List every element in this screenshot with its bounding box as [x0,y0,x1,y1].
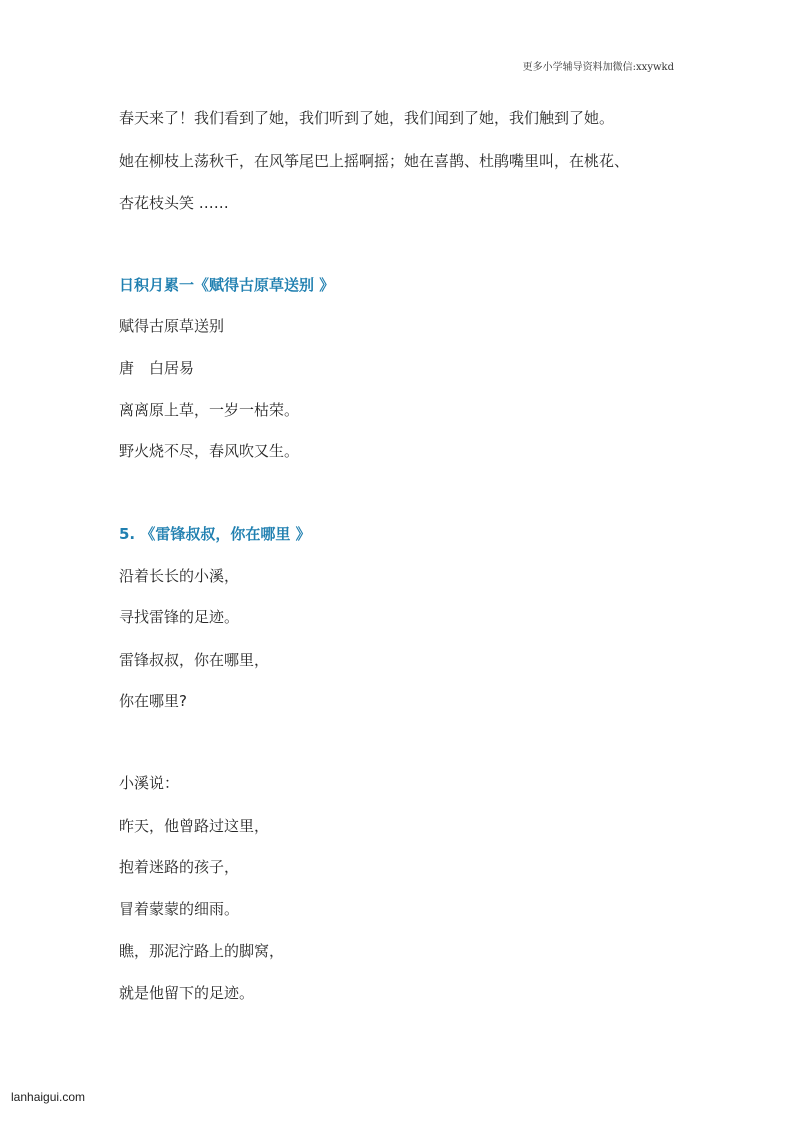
section-heading-lesson5: 5. 《雷锋叔叔，你在哪里 》 [119,525,311,543]
verse-line: 寻找雷锋的足迹。 [119,608,240,626]
verse-line: 抱着迷路的孩子， [119,858,240,876]
verse-line: 冒着蒙蒙的细雨。 [119,900,240,918]
section-heading-poem: 日积月累一《赋得古原草送别 》 [119,276,335,294]
verse-line: 昨天，他曾路过这里， [119,817,270,835]
paragraph-line: 她在柳枝上荡秋千，在风筝尾巴上摇啊摇；她在喜鹊、杜鹃嘴里叫，在桃花、 [119,152,630,170]
poem-line: 离离原上草，一岁一枯荣。 [119,401,300,419]
verse-line: 小溪说： [119,774,180,792]
verse-line: 就是他留下的足迹。 [119,984,255,1002]
verse-line: 雷锋叔叔，你在哪里， [119,651,270,669]
poem-line: 野火烧不尽，春风吹又生。 [119,442,300,460]
paragraph-line: 杏花枝头笑 …… [119,194,229,212]
paragraph-line: 春天来了！我们看到了她，我们听到了她，我们闻到了她，我们触到了她。 [119,109,615,127]
verse-line: 你在哪里? [119,692,187,710]
poem-title: 赋得古原草送别 [119,317,225,335]
poem-author: 唐 白居易 [119,359,195,377]
verse-line: 沿着长长的小溪， [119,567,240,585]
page-header-note: 更多小学辅导资料加微信:xxywkd [522,62,674,73]
footer-site-url: lanhaigui.com [11,1090,86,1104]
verse-line: 瞧，那泥泞路上的脚窝， [119,942,285,960]
